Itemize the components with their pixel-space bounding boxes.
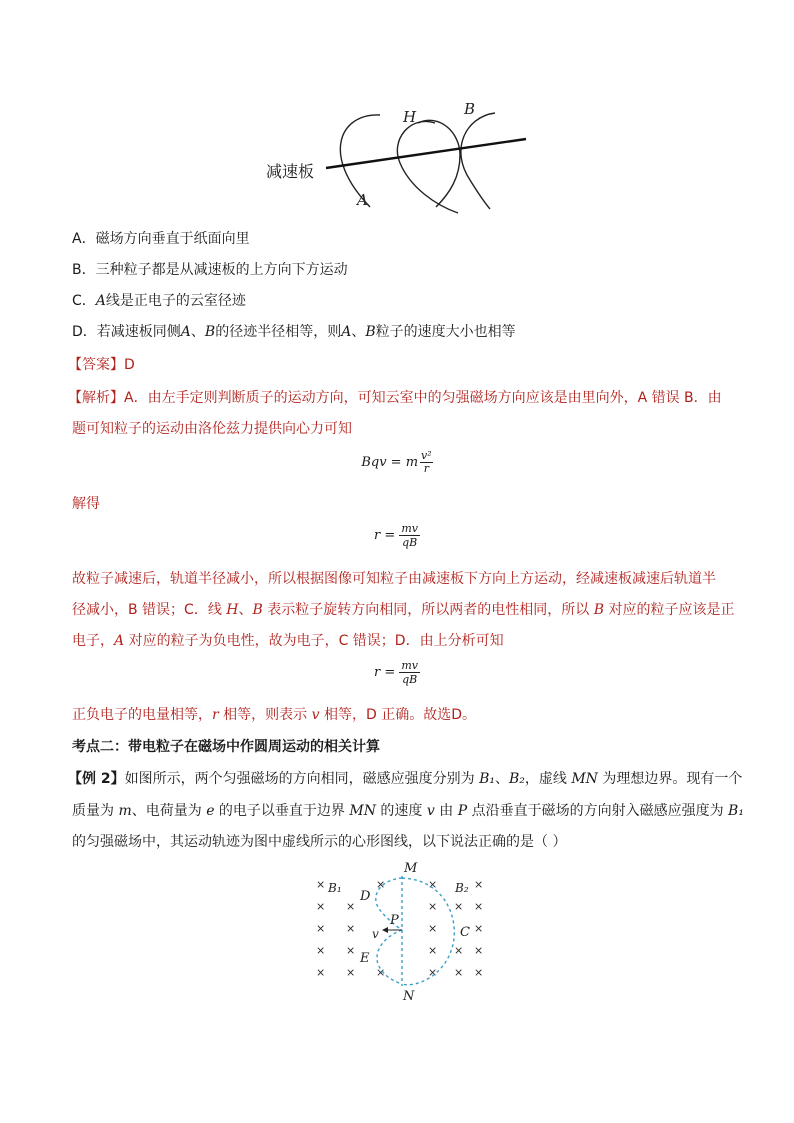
track-h-arc: [397, 121, 458, 213]
option-a: A．磁场方向垂直于纸面向里: [72, 231, 250, 247]
field-cross: ×: [346, 922, 356, 935]
analysis-line-1: 【解析】A．由左手定则判断质子的运动方向，可知云室中的匀强磁场方向应该是由里向外，A 错误 B．由: [68, 390, 722, 406]
field-cross: ×: [346, 900, 356, 913]
equation-2: r = $\frac{mv}{qB}$: [373, 522, 419, 549]
field-cross: ×: [316, 900, 326, 913]
analysis-jiede: 解得: [72, 496, 100, 512]
deceleration-plate: [326, 139, 526, 168]
field-cross: ×: [474, 922, 484, 935]
field-cross: ×: [474, 900, 484, 913]
field-cross: ×: [428, 900, 438, 913]
track-b-arc: [461, 113, 495, 209]
label-c: C: [460, 925, 470, 940]
analysis-line-6: 正负电子的电量相等，r 相等，则表示 v 相等，D 正确。故选D。: [72, 707, 476, 723]
field-cross: ×: [474, 944, 484, 957]
label-b: B: [464, 100, 476, 118]
equation-3: r = $\frac{mv}{qB}$: [373, 659, 419, 686]
field-cross: ×: [428, 878, 438, 891]
example2-line-3: 的匀强磁场中，其运动轨迹为图中虚线所示的心形图线，以下说法正确的是（ ）: [72, 834, 567, 850]
label-b2: B₂: [455, 881, 469, 895]
field-cross: ×: [474, 966, 484, 979]
example2-line-1: 【例 2】如图所示，两个匀强磁场的方向相同，磁感应强度分别为 B₁、B₂，虚线 MN 为理想边界。现有一个: [68, 771, 743, 787]
field-cross: ×: [316, 944, 326, 957]
field-cross: ×: [316, 922, 326, 935]
field-cross: ×: [346, 966, 356, 979]
label-p: P: [390, 913, 399, 928]
label-a: A: [357, 191, 368, 209]
label-d: D: [360, 889, 371, 904]
label-b1: B₁: [328, 881, 342, 895]
field-cross: ×: [428, 944, 438, 957]
field-cross: ×: [454, 966, 464, 979]
field-cross: ×: [454, 900, 464, 913]
field-cross: ×: [316, 878, 326, 891]
field-cross: ×: [376, 966, 386, 979]
figure-cloud-chamber: [260, 95, 540, 220]
figure-heart-trajectory: [300, 858, 500, 1008]
analysis-line-2: 题可知粒子的运动由洛伦兹力提供向心力可知: [72, 421, 352, 437]
field-cross: ×: [316, 966, 326, 979]
label-h: H: [403, 108, 417, 126]
option-d: D．若减速板同侧A、B的径迹半径相等，则A、B粒子的速度大小也相等: [72, 324, 516, 340]
example2-line-2: 质量为 m、电荷量为 e 的电子以垂直于边界 MN 的速度 v 由 P 点沿垂直于磁场的方向射入磁感应强度为 B₁: [72, 803, 744, 819]
option-b: B．三种粒子都是从减速板的上方向下方运动: [72, 262, 348, 278]
label-v: v: [372, 927, 379, 941]
answer: 【答案】D: [68, 357, 135, 373]
label-n: N: [403, 989, 415, 1004]
label-m: M: [404, 861, 418, 876]
equation-1: Bqv = m v² r: [361, 449, 432, 475]
label-e: E: [360, 951, 370, 966]
field-cross: ×: [454, 944, 464, 957]
section-title: 考点二：带电粒子在磁场中作圆周运动的相关计算: [72, 739, 380, 755]
analysis-line-5: 电子，A 对应的粒子为负电性，故为电子，C 错误；D．由上分析可知: [72, 633, 504, 649]
field-cross: ×: [428, 922, 438, 935]
field-cross: ×: [474, 878, 484, 891]
label-deceleration-plate: 减速板: [266, 162, 315, 181]
field-cross: ×: [428, 966, 438, 979]
analysis-line-3: 故粒子减速后，轨道半径减小，所以根据图像可知粒子由减速板下方向上方运动，经减速板减速后轨道半: [72, 571, 716, 587]
field-cross: ×: [346, 944, 356, 957]
field-cross: ×: [376, 878, 386, 891]
velocity-arrowhead: [382, 927, 388, 933]
analysis-line-4: 径减小，B 错误；C．线 H、B 表示粒子旋转方向相同，所以两者的电性相同，所以 B 对应的粒子应该是正: [72, 602, 735, 618]
option-c: C．A线是正电子的云室径迹: [72, 293, 246, 309]
